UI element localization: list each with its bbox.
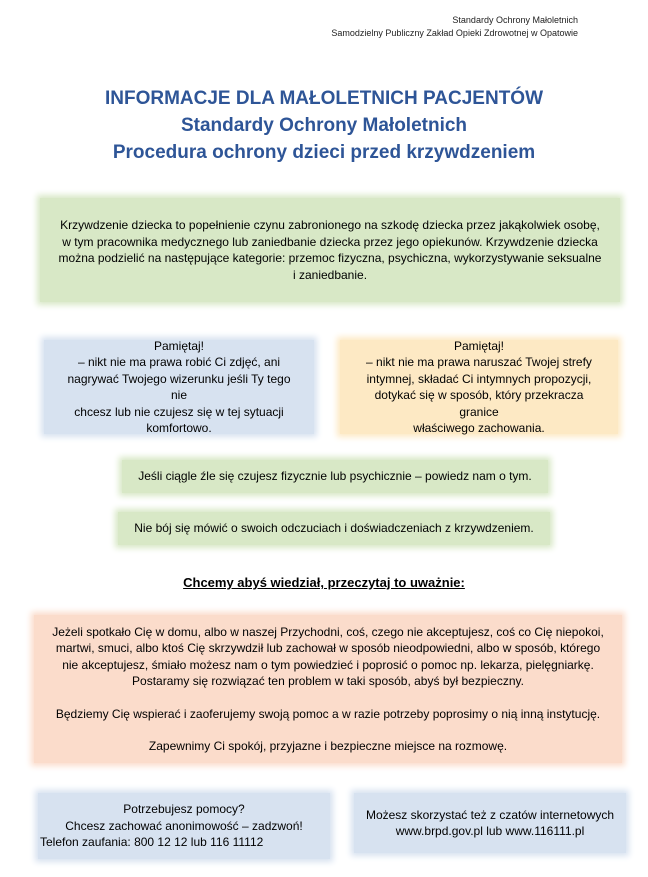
- main-info-box: [34, 615, 622, 763]
- remember-right-line-2: intymnej, składać Ci intymnych propozycji,: [366, 371, 592, 386]
- intro-box: [40, 198, 620, 302]
- main-p2: Będziemy Cię wspierać i zaoferujemy swoją pomoc a w razie potrzeby poprosimy o nią inną instytucję.: [55, 706, 601, 721]
- remember-right-title: Pamiętaj!: [453, 338, 505, 353]
- tip-feel-bad-text: Jeśli ciągle źle się czujesz fizycznie lub psychicznie – powiedz nam o tym.: [138, 469, 532, 484]
- tip-dont-be-afraid-text: Nie bój się mówić o swoich odczuciach i doświadczeniach z krzywdzeniem.: [134, 521, 534, 536]
- tip-box-feel-bad: [122, 460, 548, 493]
- remember-right-line-1: – nikt nie ma prawa naruszać Twojej strefy: [366, 355, 592, 369]
- main-p1-line-3: nie akceptujesz, śmiało możesz nam o tym powiedzieć i poprosić o pomoc np. lekarza, pielęgniarkę.: [62, 657, 594, 672]
- main-p1-line-1: Jeżeli spotkało Cię w domu, albo w naszej Przychodni, coś, czego nie akceptujesz, coś co Cię niepokoi,: [52, 624, 604, 639]
- title-procedure: Procedura ochrony dzieci przed krzywdzeniem: [112, 142, 536, 163]
- main-p3: Zapewnimy Ci spokój, przyjazne i bezpieczne miejsce na rozmowę.: [148, 739, 508, 753]
- remember-left-line-1: – nikt nie ma prawa robić Ci zdjęć, ani: [77, 355, 281, 369]
- title-main: INFORMACJE DLA MAŁOLETNICH PACJENTÓW: [104, 88, 544, 109]
- remember-left-line-2: nagrywać Twojego wizerunku jeśli Ty tego nie: [67, 371, 291, 402]
- help-box: [38, 793, 330, 859]
- help-line-1: Potrzebujesz pomocy?: [123, 802, 245, 817]
- main-p1-line-2: martwi, smuci, albo ktoś Cię skrzywdził lub zachował w sposób nieodpowiedni, albo w sposób, którego: [55, 641, 601, 655]
- title-standards: Standardy Ochrony Małoletnich: [180, 115, 468, 136]
- main-p1-line-4: Postaramy się rozwiązać ten problem w taki sposób, abyś był bezpieczny.: [132, 674, 524, 688]
- remember-right-line-4: właściwego zachowania.: [413, 421, 545, 435]
- chats-line-1: Możesz skorzystać też z czatów internetowych: [365, 807, 615, 822]
- remember-box-right: [340, 340, 618, 434]
- remember-left-title: Pamiętaj!: [153, 338, 205, 353]
- help-phone: Telefon zaufania: 800 12 12 lub 116 11112: [40, 835, 264, 850]
- document-header: [331, 14, 578, 40]
- paragraph-gap: [44, 690, 612, 706]
- document-title-block: [0, 85, 648, 166]
- header-line-1: Standardy Ochrony Małoletnich: [452, 15, 578, 25]
- intro-line-2: w tym pracownika medycznego lub zaniedbanie dziecka przez jego opiekunów. Krzywdzenie dziecka: [62, 234, 598, 249]
- remember-box-left: [44, 340, 314, 434]
- help-line-2: Chcesz zachować anonimowość – zadzwoń!: [65, 818, 303, 833]
- remember-left-line-4: komfortowo.: [146, 421, 212, 435]
- remember-right-line-3: dotykać się w sposób, który przekracza granice: [374, 388, 584, 419]
- chats-box: [354, 793, 626, 853]
- remember-left-line-3: chcesz lub nie czujesz się w tej sytuacji: [74, 404, 284, 419]
- chats-links: www.brpd.gov.pl lub www.116111.pl: [395, 824, 585, 838]
- section-heading: Chcemy abyś wiedział, przeczytaj to uważnie:: [183, 575, 465, 590]
- intro-line-1: Krzywdzenie dziecka to popełnienie czynu zabronionego na szkodę dziecka przez jakąkolwiek osobę,: [60, 218, 600, 232]
- tip-box-dont-be-afraid: [118, 512, 550, 545]
- intro-line-3: można podzielić na następujące kategorie: przemoc fizyczna, psychiczna, wykorzystywanie seksualne: [58, 251, 602, 265]
- paragraph-gap: [44, 722, 612, 738]
- intro-line-4: i zaniedbanie.: [292, 267, 368, 282]
- header-line-2: Samodzielny Publiczny Zakład Opieki Zdrowotnej w Opatowie: [331, 28, 578, 38]
